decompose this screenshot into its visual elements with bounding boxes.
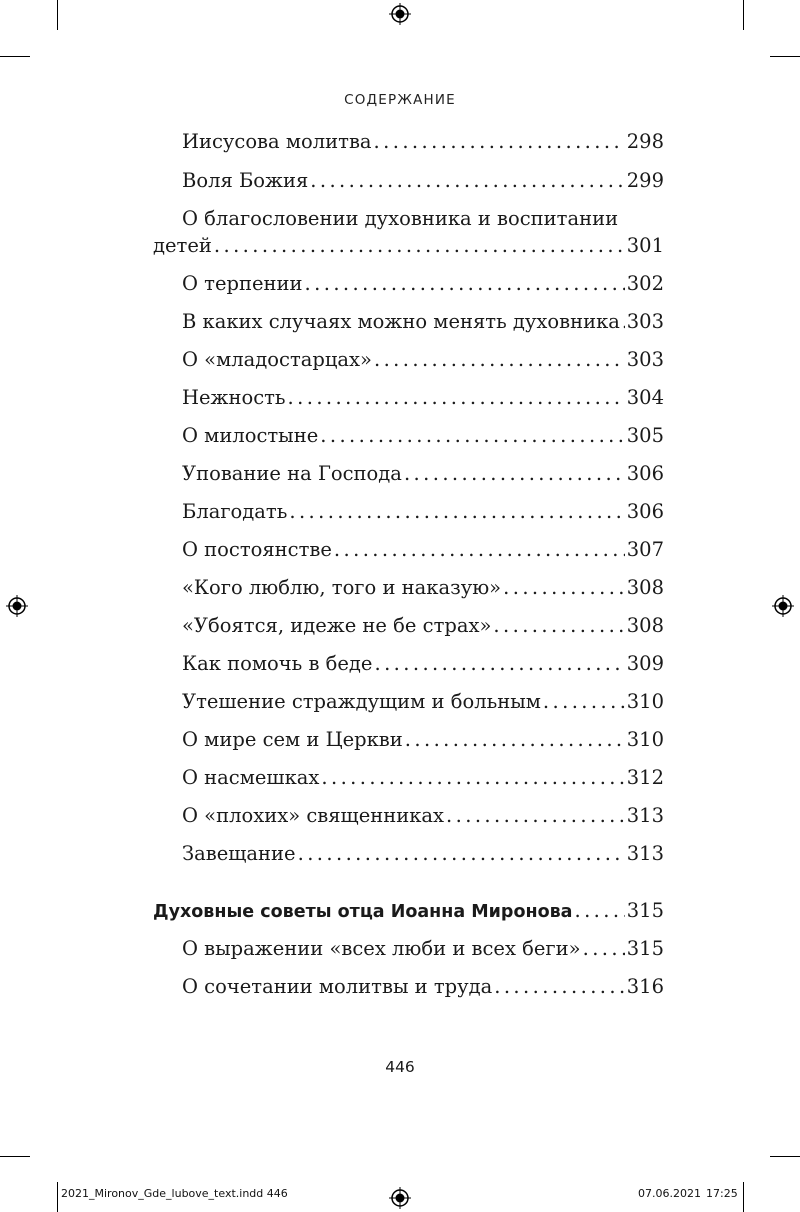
dot-leader [493,613,624,639]
toc-entry-page: 302 [626,272,664,295]
toc-entry-page: 301 [626,234,664,257]
registration-mark-icon [389,3,411,25]
dot-leader [214,233,625,259]
dot-leader [310,168,625,194]
toc-entry-page: 303 [626,310,664,333]
toc-section-title: Духовные советы отца Иоанна Миронова [153,902,573,922]
toc-entry [182,575,664,601]
crop-mark [770,56,800,57]
toc-entry [182,423,664,449]
toc-entry-title: О сочетании молитвы и труда [182,975,493,998]
crop-mark [743,0,744,30]
running-head: СОДЕРЖАНИЕ [344,92,456,108]
toc-entry-title: О милостыне [182,424,319,447]
toc-entry [182,727,664,753]
toc-entry-title: Завещание [182,842,296,865]
toc-entry-page: 313 [626,804,664,827]
toc-entry [182,537,664,563]
toc-entry-title: Утешение страждущим и больным [182,690,541,713]
registration-mark-icon [772,595,794,617]
toc-entry [182,347,664,373]
dot-leader [321,765,624,791]
toc-entry-title: Нежность [182,386,286,409]
crop-mark [770,1156,800,1157]
toc-entry-page: 316 [626,975,664,998]
toc-entry-page: 309 [626,652,664,675]
dot-leader [288,385,625,411]
toc-entry [182,689,664,715]
dot-leader [622,309,625,335]
toc-entry-title: О насмешках [182,766,320,789]
toc-entry-title: «Убоятся, идеже не бе страх» [182,614,492,637]
toc-entry-page: 306 [626,500,664,523]
toc-entry-page: 306 [626,462,664,485]
slug-date: 07.06.2021 [638,1187,701,1200]
toc-entry-title-line1: О благословении духовника и воспитании [182,207,619,230]
dot-leader [298,841,625,867]
toc-section-entry [153,898,664,924]
dot-leader [374,347,625,373]
toc-entry-title: В каких случаях можно менять духовника [182,310,620,333]
dot-leader [334,537,625,563]
dot-leader [583,936,625,962]
crop-mark [57,1182,58,1212]
toc-entry-page: 308 [626,576,664,599]
toc-entry [182,271,664,297]
toc-entry-title: О мире сем и Церкви [182,728,403,751]
toc-entry-title: Упование на Господа [182,462,402,485]
dot-leader [374,651,624,677]
toc-entry [182,461,664,487]
dot-leader [289,499,624,525]
crop-mark [0,56,30,57]
slug-time: 17:25 [706,1187,738,1200]
toc-entry [182,651,664,677]
toc-entry-title: О постоянстве [182,538,332,561]
toc-entry [182,936,664,962]
toc-entry-title: О «плохих» священниках [182,804,445,827]
toc-entry [153,233,664,259]
toc-entry-page: 310 [626,690,664,713]
dot-leader [404,461,625,487]
toc-entry-page: 304 [626,386,664,409]
page-number: 446 [385,1058,415,1076]
toc-entry-page: 312 [626,766,664,789]
toc-entry-page: 310 [626,728,664,751]
toc-entry [182,499,664,525]
dot-leader [305,271,625,297]
slug-filename: 2021_Mironov_Gde_lubove_text.indd 446 [61,1187,288,1200]
toc-entry [182,974,664,1000]
toc-entry-page: 313 [626,842,664,865]
registration-mark-icon [6,595,28,617]
toc-entry-page: 308 [626,614,664,637]
toc-entry-title: детей [153,234,212,257]
toc-entry-title: Иисусова молитва [182,130,372,153]
toc-entry-title: «Кого люблю, того и наказую» [182,576,502,599]
toc-entry [182,168,664,194]
toc-entry-page: 315 [626,937,664,960]
toc-entry-title: О выражении «всех люби и всех беги» [182,937,581,960]
toc-entry-title: Воля Божия [182,169,309,192]
toc-entry [182,841,664,867]
toc-entry [182,613,664,639]
toc-section-page: 315 [626,899,664,922]
dot-leader [543,689,625,715]
dot-leader [405,727,625,753]
dot-leader [374,129,625,155]
registration-mark-icon [389,1187,411,1209]
toc-entry-page: 299 [626,169,664,192]
toc-entry [182,129,664,155]
toc-entry-title: Как помочь в беде [182,652,373,675]
dot-leader [503,575,625,601]
toc-entry-page: 305 [626,424,664,447]
toc-entry-title: О терпении [182,272,303,295]
crop-mark [0,1156,30,1157]
dot-leader [320,423,625,449]
crop-mark [743,1182,744,1212]
crop-mark [57,0,58,30]
toc-entry-page: 307 [626,538,664,561]
toc-entry [182,803,664,829]
toc-entry-title: Благодать [182,500,288,523]
toc-entry [182,309,664,335]
toc-entry-page: 298 [626,130,664,153]
toc-entry-title: О «младостарцах» [182,348,372,371]
dot-leader [574,898,624,924]
dot-leader [446,803,625,829]
toc-entry-page: 303 [626,348,664,371]
toc-entry [182,385,664,411]
toc-entry [182,765,664,791]
dot-leader [494,974,625,1000]
